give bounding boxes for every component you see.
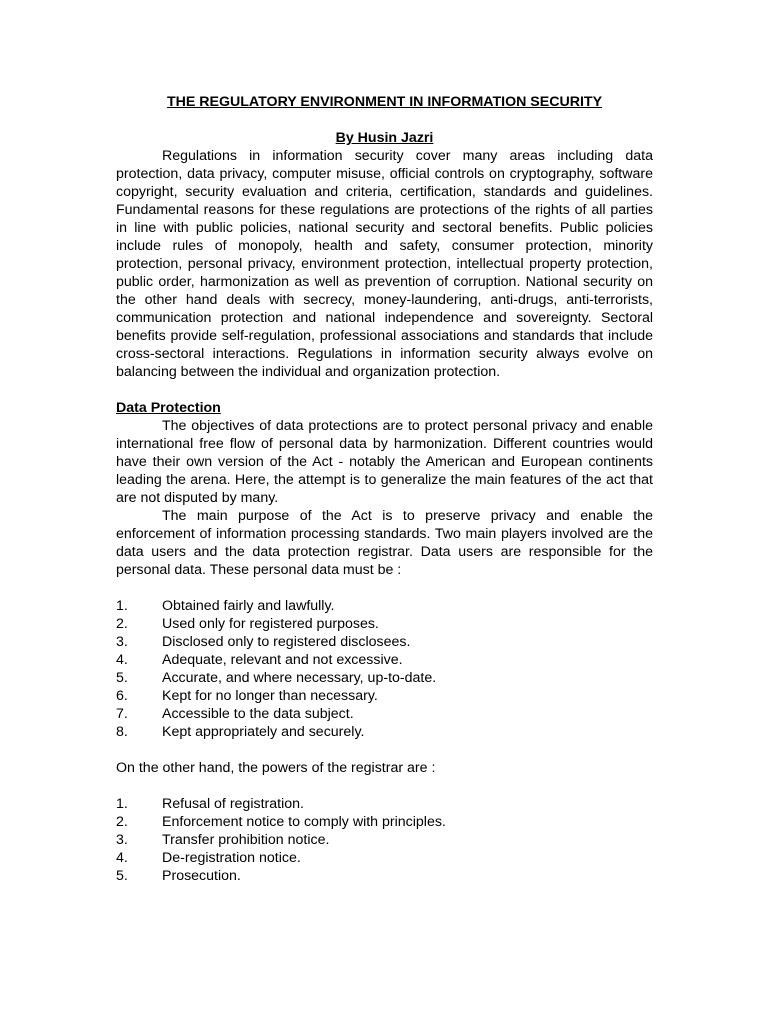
list-item [116, 687, 653, 705]
registrar-powers-list [116, 795, 653, 885]
document-title: THE REGULATORY ENVIRONMENT IN INFORMATION SECURITY [166, 94, 603, 110]
list-number: 3. [116, 634, 128, 650]
list-number: 4. [116, 652, 128, 668]
list-number: 7. [116, 706, 128, 722]
list-number: 1. [116, 598, 128, 614]
list-text: Transfer prohibition notice. [162, 832, 330, 848]
list-number: 6. [116, 688, 128, 704]
registrar-intro: On the other hand, the powers of the registrar are : [116, 760, 436, 776]
list-text: Used only for registered purposes. [162, 616, 379, 632]
list-item [116, 597, 653, 615]
list-text: Kept appropriately and securely. [162, 724, 365, 740]
list-number: 8. [116, 724, 128, 740]
list-number: 5. [116, 670, 128, 686]
section-heading-data-protection: Data Protection [116, 400, 221, 416]
list-text: De-registration notice. [162, 850, 301, 866]
list-number: 3. [116, 832, 128, 848]
list-number: 1. [116, 796, 128, 812]
list-text: Accurate, and where necessary, up-to-date. [162, 670, 437, 686]
list-item [116, 615, 653, 633]
list-item [116, 849, 653, 867]
document-page [116, 93, 653, 885]
list-number: 2. [116, 616, 128, 632]
list-number: 5. [116, 868, 128, 884]
list-number: 2. [116, 814, 128, 830]
list-item [116, 867, 653, 885]
principles-list [116, 597, 653, 741]
list-text: Obtained fairly and lawfully. [162, 598, 335, 614]
list-item [116, 813, 653, 831]
list-item [116, 669, 653, 687]
list-number: 4. [116, 850, 128, 866]
author-byline: By Husin Jazri [335, 130, 434, 146]
list-text: Accessible to the data subject. [162, 706, 354, 722]
list-text: Prosecution. [162, 868, 241, 884]
list-text: Adequate, relevant and not excessive. [162, 652, 403, 668]
list-text: Enforcement notice to comply with principles. [162, 814, 446, 830]
intro-paragraph: Regulations in information security cover many areas including data protection, data privacy, computer misuse, official controls on cryptography, software copyright, security evaluation and criteria, certification, standards and guidelines. Fundamental reasons for these regulations are protections of the rights of all parties in line with public policies, national security and sectoral benefits. Public policies include rules of monopoly, health and safety, consumer protection, minority protection, personal privacy, environment protection, intellectual property protection, public order, harmonization as well as prevention of corruption. National security on the other hand deals with secrecy, money-laundering, anti-drugs, anti-terrorists, communication protection and national independence and sovereignty. Sectoral benefits provide self-regulation, professional associations and standards that include cross-sectoral interactions. Regulations in information security always evolve on balancing between the individual and organization protection. [116, 148, 653, 380]
list-item [116, 723, 653, 741]
list-text: Disclosed only to registered disclosees. [162, 634, 411, 650]
list-item [116, 705, 653, 723]
data-protection-paragraph-1: The objectives of data protections are to protect personal privacy and enable international free flow of personal data by harmonization. Different countries would have their own version of the Act - notably the American and European continents leading the arena. Here, the attempt is to generalize the main features of the act that are not disputed by many. [116, 418, 653, 506]
list-text: Kept for no longer than necessary. [162, 688, 378, 704]
list-item [116, 633, 653, 651]
list-item [116, 831, 653, 849]
list-item [116, 795, 653, 813]
data-protection-paragraph-2: The main purpose of the Act is to preserve privacy and enable the enforcement of information processing standards. Two main players involved are the data users and the data protection registrar. Data users are responsible for the personal data. These personal data must be : [116, 508, 653, 578]
list-item [116, 651, 653, 669]
list-text: Refusal of registration. [162, 796, 304, 812]
